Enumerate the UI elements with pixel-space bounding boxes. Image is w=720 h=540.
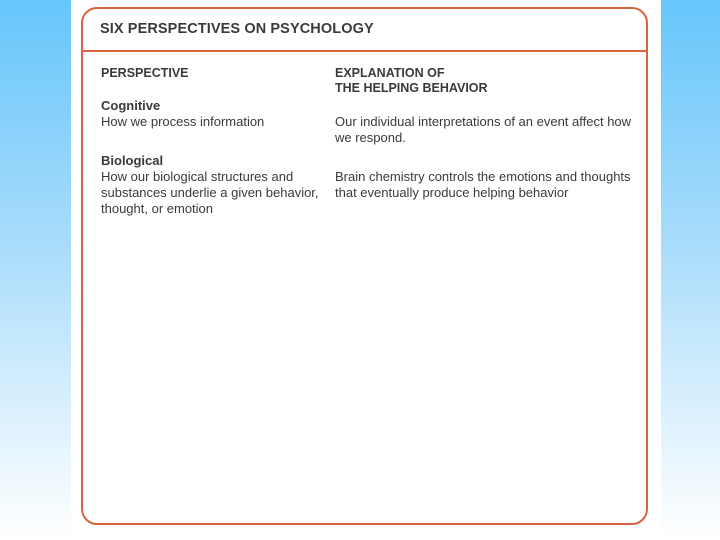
column-header-explanation-line2: THE HELPING BEHAVIOR (335, 81, 488, 95)
table-row-biological-explanation: Brain chemistry controls the emotions and thoughts that eventually produce helping behavior (335, 169, 631, 200)
perspectives-table-card (81, 7, 648, 525)
column-header-explanation-line1: EXPLANATION OF (335, 66, 445, 80)
column-header-perspective: PERSPECTIVE (101, 66, 189, 80)
table-row-cognitive-perspective (101, 98, 319, 130)
column-header-explanation (335, 66, 625, 96)
perspective-name: Biological (101, 153, 164, 168)
perspective-description: How we process information (101, 114, 265, 129)
table-title: SIX PERSPECTIVES ON PSYCHOLOGY (100, 21, 374, 37)
table-row-cognitive-explanation: Our individual interpretations of an event affect how we respond. (335, 114, 632, 145)
table-row-biological-perspective (101, 153, 319, 217)
title-divider (83, 50, 646, 52)
perspective-name: Cognitive (101, 98, 161, 113)
perspective-description: How our biological structures and substances underlie a given behavior, thought, or emotion (101, 169, 319, 216)
